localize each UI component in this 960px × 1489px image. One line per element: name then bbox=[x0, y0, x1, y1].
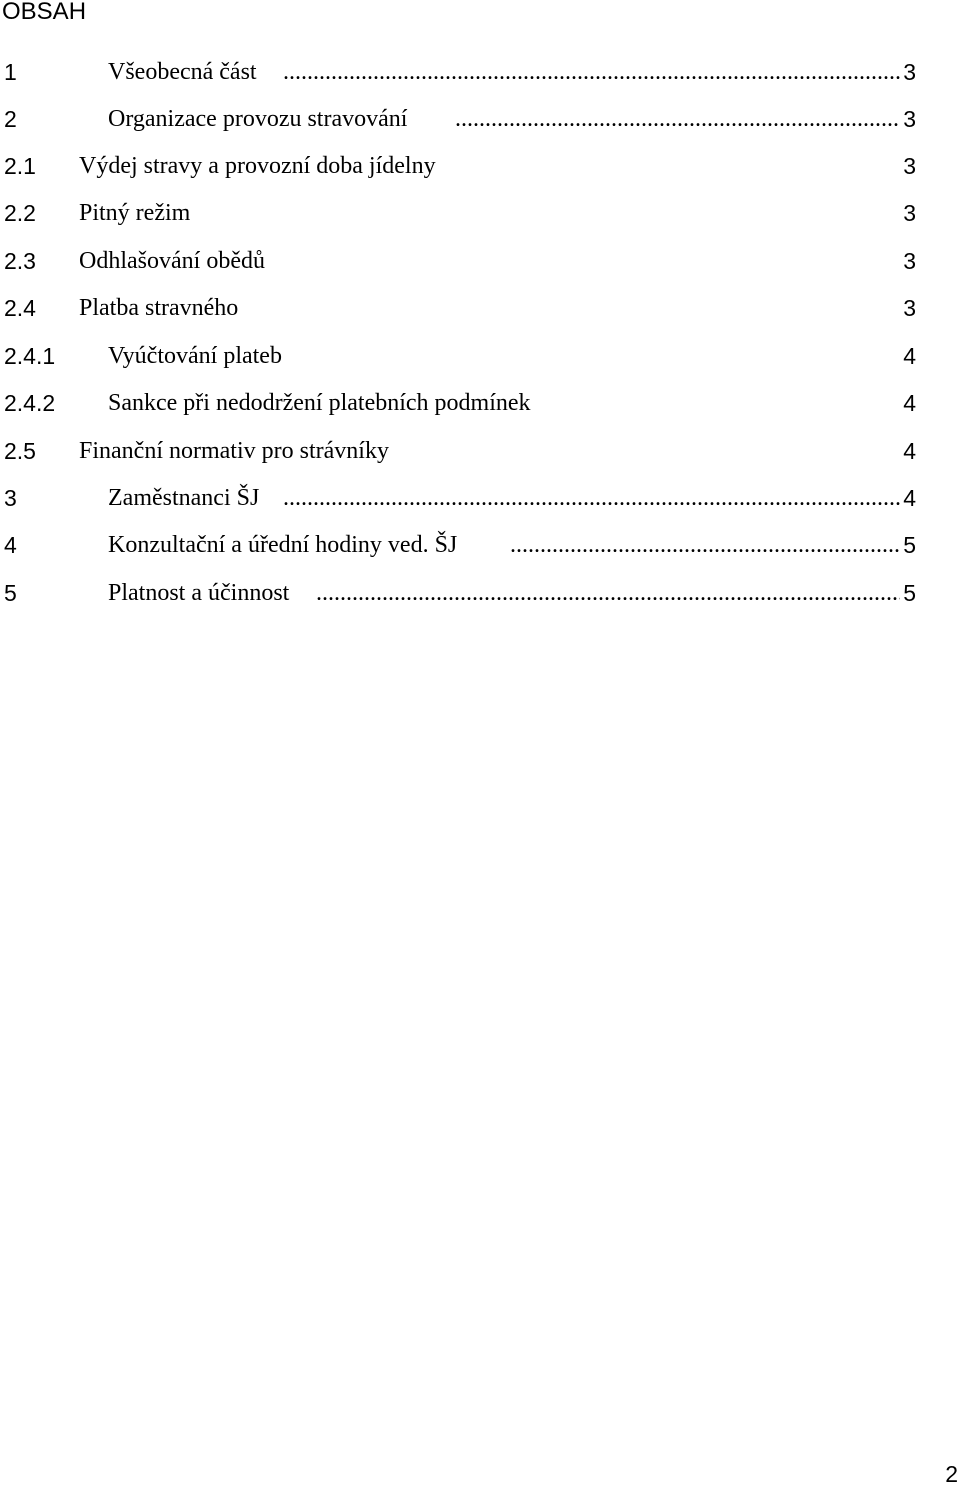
toc-entry-number: 2.4.2 bbox=[4, 390, 56, 416]
toc-entry-number: 2.1 bbox=[4, 153, 36, 179]
toc-entry-label: Odhlašování obědů bbox=[79, 248, 265, 274]
toc-leader-dots bbox=[510, 530, 900, 560]
toc-entry-page: 3 bbox=[903, 106, 916, 132]
toc-entry-label: Vyúčtování plateb bbox=[108, 343, 282, 369]
toc-entry-number: 2 bbox=[4, 106, 17, 132]
toc-entry-number: 3 bbox=[4, 485, 17, 511]
toc-entry-page: 5 bbox=[903, 532, 916, 558]
toc-leader-dots bbox=[316, 578, 900, 608]
toc-entry-label: Zaměstnanci ŠJ bbox=[108, 485, 260, 511]
toc-entry-page: 3 bbox=[903, 59, 916, 85]
toc-entry-page: 4 bbox=[903, 485, 916, 511]
page-number: 2 bbox=[945, 1461, 958, 1487]
toc-entry-1[interactable] bbox=[0, 57, 916, 87]
toc-entry-2-3[interactable] bbox=[0, 246, 916, 276]
toc-entry-page: 4 bbox=[903, 343, 916, 369]
toc-entry-2[interactable] bbox=[0, 104, 916, 134]
toc-entry-3[interactable] bbox=[0, 483, 916, 513]
toc-entry-page: 3 bbox=[903, 248, 916, 274]
toc-entry-2-4[interactable] bbox=[0, 293, 916, 323]
toc-entry-page: 4 bbox=[903, 390, 916, 416]
toc-entry-number: 2.4 bbox=[4, 295, 36, 321]
toc-entry-label: Konzultační a úřední hodiny ved. ŠJ bbox=[108, 532, 458, 558]
toc-entry-2-4-1[interactable] bbox=[0, 341, 916, 371]
toc-entry-number: 1 bbox=[4, 59, 17, 85]
toc-entry-label: Sankce při nedodržení platebních podmínek bbox=[108, 390, 531, 416]
toc-entry-number: 2.4.1 bbox=[4, 343, 56, 369]
toc-entry-label: Finanční normativ pro strávníky bbox=[79, 438, 389, 464]
toc-entry-2-2[interactable] bbox=[0, 198, 916, 228]
toc-entry-2-4-2[interactable] bbox=[0, 388, 916, 418]
toc-entry-number: 2.3 bbox=[4, 248, 36, 274]
toc-entry-2-1[interactable] bbox=[0, 151, 916, 181]
toc-entry-page: 3 bbox=[903, 200, 916, 226]
toc-entry-label: Všeobecná část bbox=[108, 59, 257, 85]
toc-entry-label: Pitný režim bbox=[79, 200, 191, 226]
toc-leader-dots bbox=[283, 483, 900, 513]
toc-entry-page: 4 bbox=[903, 438, 916, 464]
toc-leader-dots bbox=[455, 104, 900, 134]
toc-entry-page: 5 bbox=[903, 580, 916, 606]
toc-entry-2-5[interactable] bbox=[0, 436, 916, 466]
toc-entry-number: 4 bbox=[4, 532, 17, 558]
toc-entry-number: 2.5 bbox=[4, 438, 36, 464]
toc-entry-page: 3 bbox=[903, 295, 916, 321]
toc-entry-number: 5 bbox=[4, 580, 17, 606]
toc-entry-5[interactable] bbox=[0, 578, 916, 608]
document-title: OBSAH bbox=[2, 0, 87, 25]
toc-entry-label: Výdej stravy a provozní doba jídelny bbox=[79, 153, 436, 179]
toc-entry-4[interactable] bbox=[0, 530, 916, 560]
toc-entry-page: 3 bbox=[903, 153, 916, 179]
toc-entry-number: 2.2 bbox=[4, 200, 36, 226]
toc-leader-dots bbox=[283, 57, 900, 87]
toc-entry-label: Organizace provozu stravování bbox=[108, 106, 408, 132]
toc-entry-label: Platba stravného bbox=[79, 295, 239, 321]
toc-entry-label: Platnost a účinnost bbox=[108, 580, 290, 606]
